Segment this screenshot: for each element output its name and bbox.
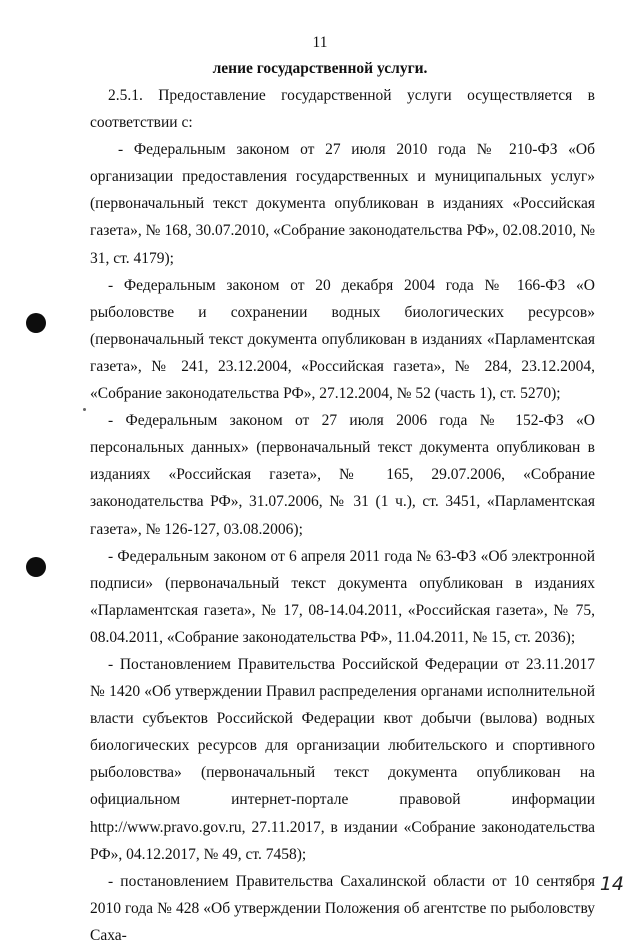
paragraph-law-152: - Федеральным законом от 27 июля 2006 года № 152-ФЗ «О персональных данных» (первоначальный текст документа опубликован в изданиях «Российская газета», № 165, 29.07.2006, «Собрание законодательства РФ», 31.07.2006, № 31 (1 ч.), ст. 3451, «Парламентская газета», № 126-127, 03.08.2006); [90,412,595,538]
handwritten-page-number: 14 [599,873,624,895]
paragraph-law-210: - Федеральным законом от 27 июля 2010 года № 210-ФЗ «Об организации предоставления государственных и муниципальных услуг» (первоначальный текст документа опубликован в изданиях «Российская газета», № 168, 30.07.2010, «Собрание законодательства РФ», 02.08.2010, № 31, ст. 4179); [90,141,595,267]
section-heading: ление государственной услуги. [212,60,428,77]
paragraph-decree-1420: - Постановлением Правительства Российской Федерации от 23.11.2017 № 1420 «Об утверждении Правил распределения органами исполнительной власти субъектов Российской Федерации квот добычи (вылова) водных биологических ресурсов для организации любительского и спортивного рыболовства» (первоначальный текст документа опубликован на официальном интернет-портале правовой информации http://www.pravo.gov.ru, 27.11.2017, в издании «Собрание законодательства РФ», 04.12.2017, № 49, ст. 7458); [90,655,595,863]
page-number: 11 [312,34,328,51]
punch-hole-icon [26,313,46,333]
punch-hole-icon [26,557,46,577]
paragraph-decree-428: - постановлением Правительства Сахалинской области от 10 сентября 2010 года № 428 «Об утверждении Положения об агентстве по рыболовству Саха- [90,872,595,944]
paragraph-law-166: - Федеральным законом от 20 декабря 2004 года № 166-ФЗ «О рыболовстве и сохранении водных биологических ресурсов» (первоначальный текст документа опубликован в изданиях «Парламентская газета», № 241, 23.12.2004, «Российская газета», № 284, 23.12.2004, «Собрание законодательства РФ», 27.12.2004, № 52 (часть 1), ст. 5270); [90,276,595,403]
scan-speck [83,408,86,411]
paragraph-intro: 2.5.1. Предоставление государственной услуги осуществляется в соответствии с: [90,87,595,132]
paragraph-law-63: - Федеральным законом от 6 апреля 2011 года № 63-ФЗ «Об электронной подписи» (первоначальный текст документа опубликован в изданиях «Парламентская газета», № 17, 08-14.04.2011, «Российская газета», № 75, 08.04.2011, «Собрание законодательства РФ», 11.04.2011, № 15, ст. 2036); [90,547,595,646]
body-text [90,82,595,949]
